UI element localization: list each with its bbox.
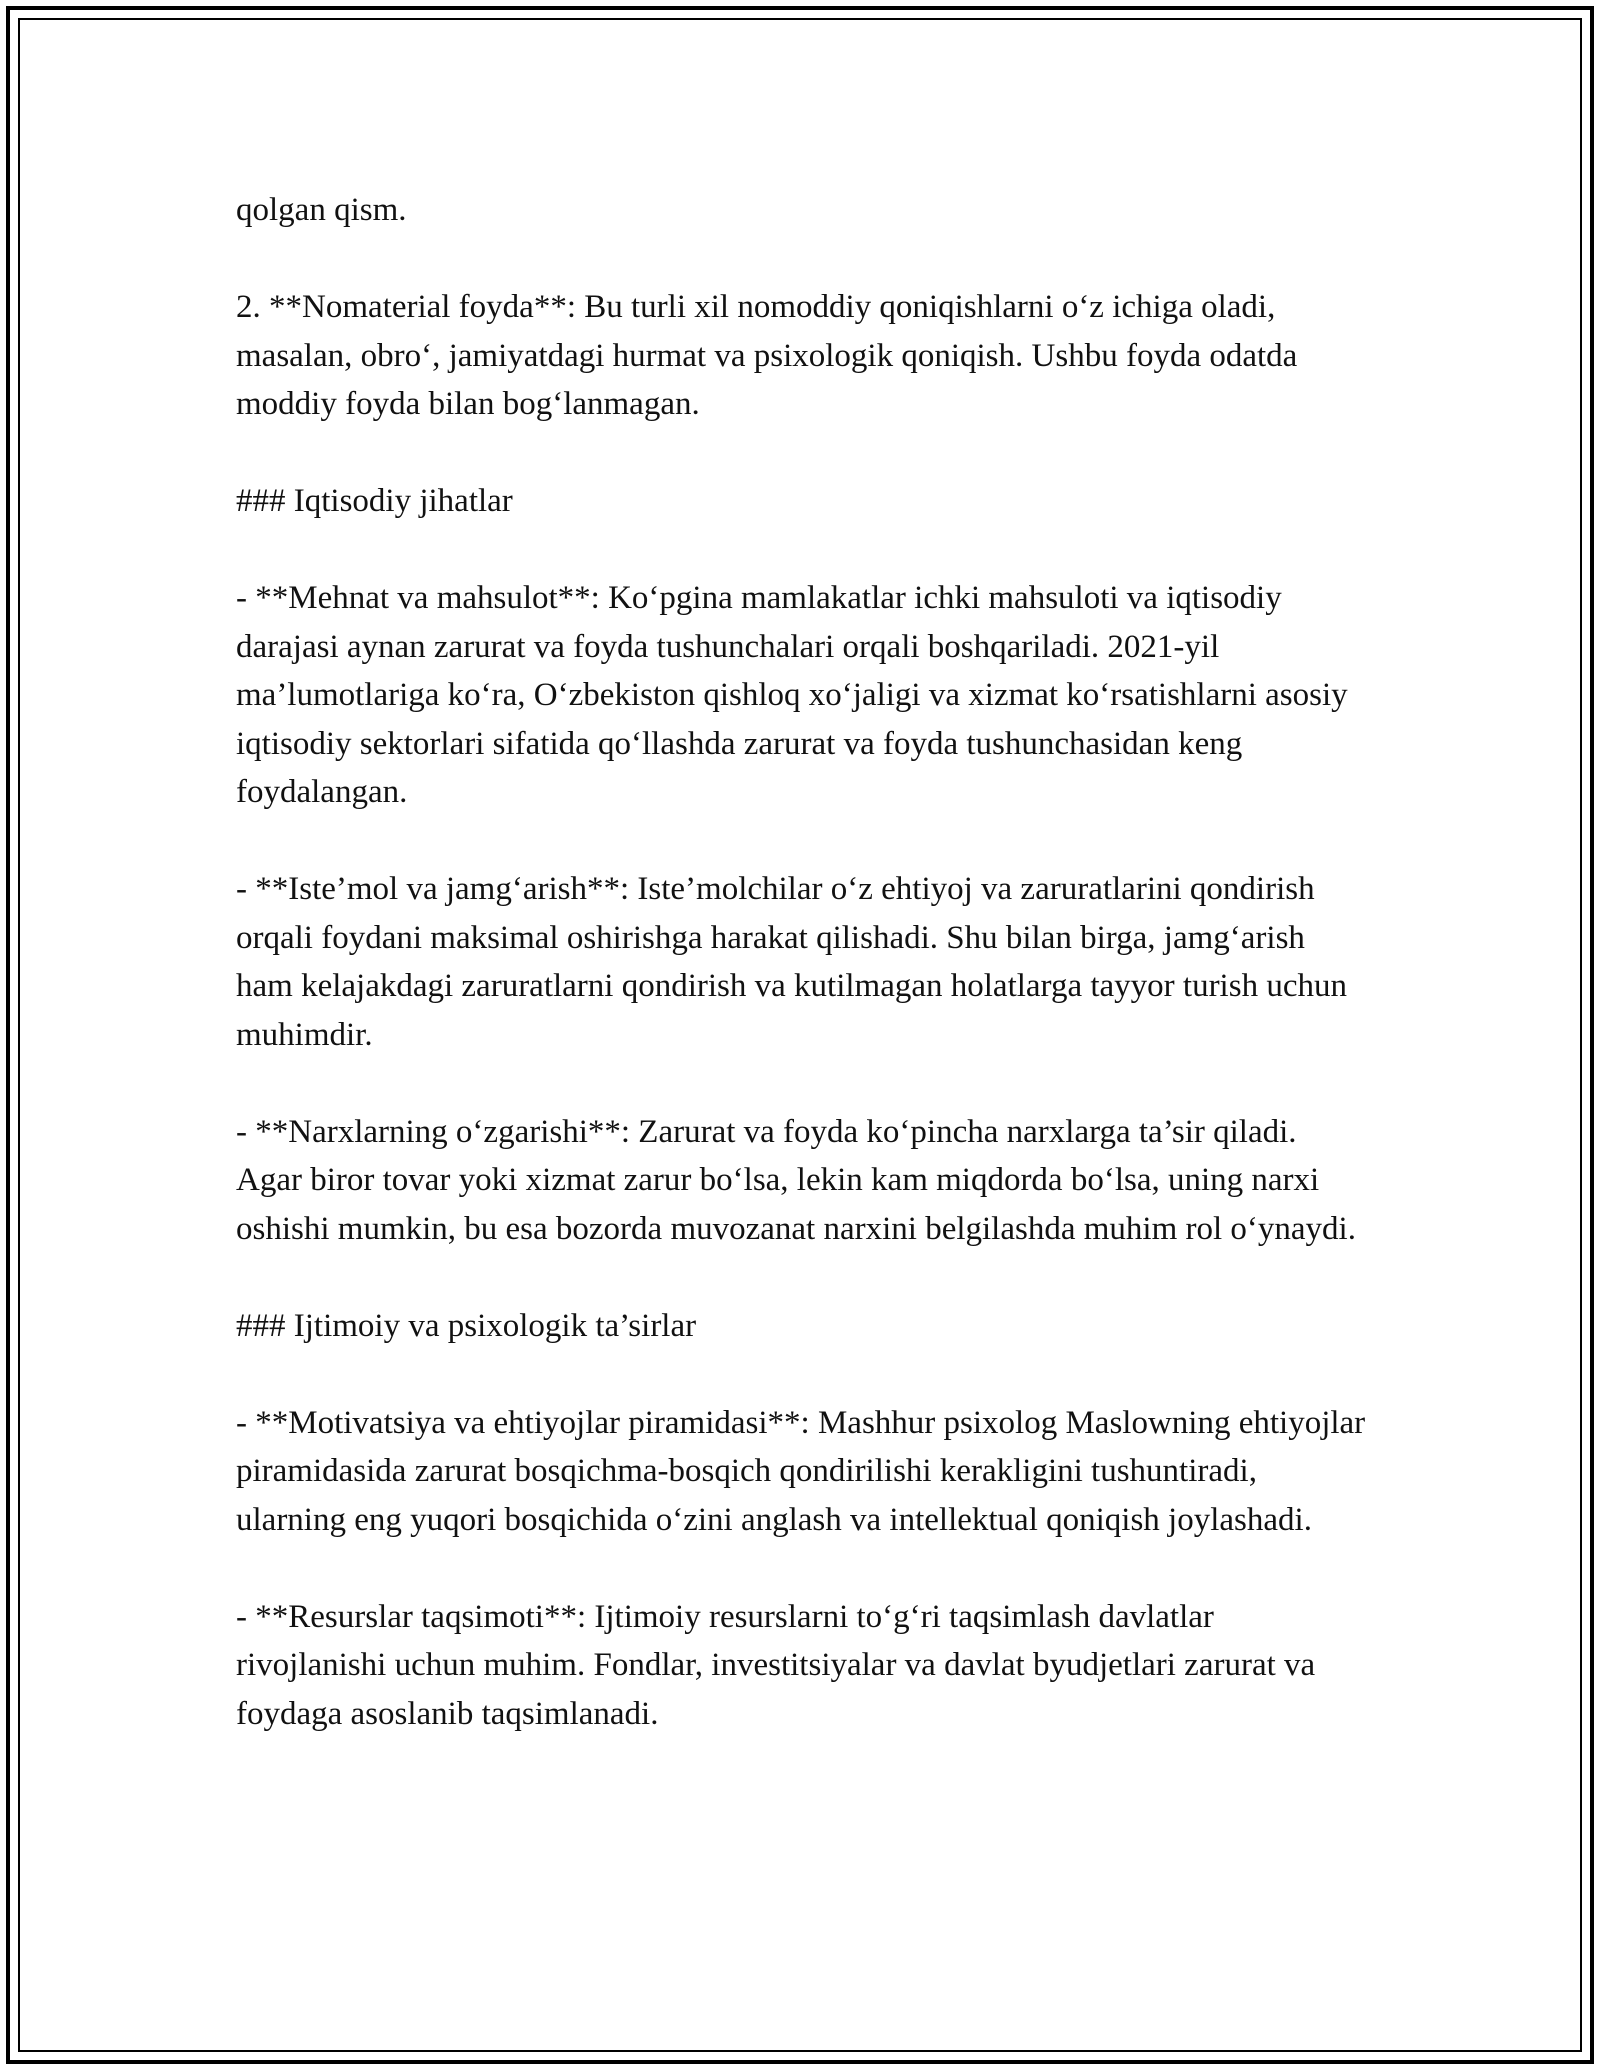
paragraph-motivatsiya: - **Motivatsiya va ehtiyojlar piramidasi**: Mashhur psixolog Maslowning ehtiyojlar piramidasida zarurat bosqichma-bosqich qondirilishi kerakligini tushuntiradi, ularning eng yuqori bosqichida o‘zini anglash va intellektual qoniqish joylashadi. bbox=[236, 1404, 1366, 1538]
heading-ijtimoiy-va-psixologik: ### Ijtimoiy va psixologik ta’sirlar bbox=[236, 1307, 697, 1344]
paragraph-mehnat-va-mahsulot: - **Mehnat va mahsulot**: Ko‘pgina mamlakatlar ichki mahsuloti va iqtisodiy darajasi aynan zarurat va foyda tushunchalari orqali boshqariladi. 2021-yil ma’lumotlariga ko‘ra, O‘zbekiston qishloq xo‘jaligi va xizmat ko‘rsatishlarni asosiy iqtisodiy sektorlari sifatida qo‘llashda zarurat va foyda tushunchasidan keng foydalangan. bbox=[236, 580, 1348, 810]
document-body bbox=[236, 186, 1366, 1787]
paragraph-continuation: qolgan qism. bbox=[236, 192, 407, 228]
paragraph-istemol-va-jamgarish: - **Iste’mol va jamg‘arish**: Iste’molchilar o‘z ehtiyoj va zaruratlarini qondirish orqali foydani maksimal oshirishga harakat qilishadi. Shu bilan birga, jamg‘arish ham kelajakdagi zaruratlarni qondirish va kutilmagan holatlarga tayyor turish uchun muhimdir. bbox=[236, 871, 1347, 1053]
heading-iqtisodiy-jihatlar: ### Iqtisodiy jihatlar bbox=[236, 483, 513, 519]
paragraph-nomaterial-foyda: 2. **Nomaterial foyda**: Bu turli xil nomoddiy qoniqishlarni o‘z ichiga oladi, masalan, obro‘, jamiyatdagi hurmat va psixologik qoniqish. Ushbu foyda odatda moddiy foyda bilan bog‘lanmagan. bbox=[236, 289, 1298, 422]
paragraph-resurslar-taqsimoti: - **Resurslar taqsimoti**: Ijtimoiy resurslarni to‘g‘ri taqsimlash davlatlar rivojlanishi uchun muhim. Fondlar, investitsiyalar va davlat byudjetlari zarurat va foydaga asoslanib taqsimlanadi. bbox=[236, 1598, 1316, 1732]
paragraph-narxlarning-ozgarishi: - **Narxlarning o‘zgarishi**: Zarurat va foyda ko‘pincha narxlarga ta’sir qiladi. Agar biror tovar yoki xizmat zarur bo‘lsa, lekin kam miqdorda bo‘lsa, uning narxi oshishi mumkin, bu esa bozorda muvozanat narxini belgilashda muhim rol o‘ynaydi. bbox=[236, 1113, 1356, 1247]
